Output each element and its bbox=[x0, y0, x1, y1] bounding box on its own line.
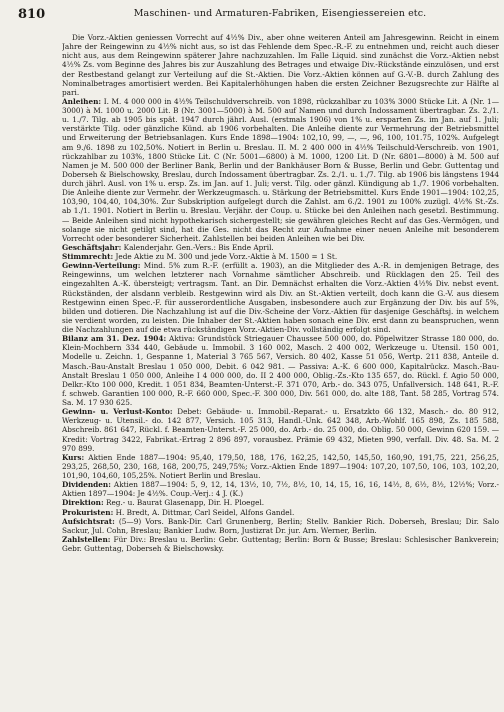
paragraph-dividenden: Dividenden: Aktien 1887—1904: 5, 9, 12, 14, 13½, 10, 7½, 8½, 10, 14, 15, 16, 16, 14½, 8, 6½, 8½, 12½%; Vorz.-Aktien 1897—1904: Je 4½%. Coup.-Verj.: 4 J. (K.) bbox=[62, 480, 499, 499]
paragraph-aufsichtsrat: Aufsichtsrat: (5—9) Vors. Bank-Dir. Carl Grunenberg, Berlin; Stellv. Bankier Rich. Doberseh, Breslau; Dir. Salo Sackur, Jul. Cohn, Breslau; Bankier Ludw. Born, Justizrat Dr. jur. Arn. Werner, Berlin. bbox=[62, 516, 499, 535]
paragraph-stimmrecht: Stimmrecht: Jede Aktie zu M. 300 und jede Vorz.-Aktie à M. 1500 = 1 St. bbox=[62, 252, 338, 261]
page-header bbox=[62, 6, 498, 22]
paragraph-geschaeftsjahr: Geschäftsjahr: Kalenderjahr. Gen.-Vers.: Bis Ende April. bbox=[62, 242, 274, 252]
paragraph-bilanz: Bilanz am 31. Dez. 1904: Aktiva: Grundstück Striegauer Chaussee 500 000, do. Pöpelwitzer Strasse 180 000, do. Klein-Mochbern 334 440, Gebäude u. Immobil. 3 160 002, Masch. 2 400 002, Werkzeuge u. Utensil. 150 001, Modelle u. Zeichn. 1, Gespanne 1, Material 3 765 567, Versich. 80 402, Kasse 51 056, Wertp. 211 838, Anteile d. Masch.-Bau-Anstalt Breslau 1 050 000, Debit. 6 042 981. — Passiva: A.-K. 6 600 000, Kapitalrückz. Masch.-Bau-Anstalt Breslau 1 050 000, Anleihe I 4 000 000, do. II 2 400 000, Oblig.-Zs.-Kto 135 657, do. Rückl. f. Agio 50 000, Delkr.-Kto 100 000, Kredit. 1 051 834, Beamten-Unterst.-F. 371 070, Arb.- do. 343 075, Unfallversich. 148 641, R.-F. f. schweb. Garantien 100 000, R.-F. 660 000, Spec.-F. 300 000, Div. 561 000, do. alte 188, Tant. 58 285, Vortrag 574. Sa. M. 17 930 625. bbox=[62, 334, 499, 407]
page-number: 810 bbox=[18, 7, 46, 22]
paragraph-gewinn-verlust: Gewinn- u. Verlust-Konto: Debet: Gebäude- u. Immobil.-Reparat.- u. Ersatzkto 66 132, Masch.- do. 80 912, Werkzeug- u. Utensil.- do. 142 877, Versich. 105 313, Handl.-Unk. 642 348, Arb.-Wohlf. 165 898, Zs. 185 588, Abschreib. 861 647, Rückl. f. Beamten-Unterst.-F. 25 000, do. Arb.- do. 25 000, do. Oblig. 50 000, Gewinn 620 159. — Kredit: Vortrag 3422, Fabrikat.-Ertrag 2 896 897, vorausbez. Prämie 69 432, Mieten 990, verfall. Div. 48. Sa. M. 2 970 899. bbox=[62, 407, 499, 453]
running-title: Maschinen- und Armaturen-Fabriken, Eisengiessereien etc. bbox=[133, 8, 427, 19]
document-body bbox=[62, 33, 499, 708]
paragraph-prokuristen: Prokuristen: H. Bredt, A. Dittmar, Carl Seidel, Alfons Gandel. bbox=[62, 507, 295, 517]
paragraph-anleihen: Anleihen: I. M. 4 000 000 in 4½% Teilschuldverschreib. von 1898, rückzahlbar zu 103% 3000 Stücke Lit. A (Nr. 1—3000) à M. 1000 u. 2000 Lit. B (Nr. 3001—5000) à M. 500 auf Namen und durch Indossament übertragbar. Zs. 2./1. u. 1./7. Tilg. ab 1905 bis spät. 1947 durch jährl. Ausl. (erstmals 1906) von 1% u. ersparten Zs. im Jan. auf 1. Juli; verstärkte Tilg. oder gänzliche Künd. ab 1906 vorbehalten. Die Anleihe diente zur Vermehrung der Betriebsmittel und Erweiterung der Betriebsanlagen. Kurs Ende 1898—1904: 102,10, 99, —, —, 96, 100, 101.75, 102%. Aufgelegt am 9./6. 1898 zu 102,50%. Notiert in Berlin u. Breslau. II. M. 2 400 000 in 4½% Teilschuld-Verschreib. von 1901, rückzahlbar zu 103%, 1800 Stücke Lit. C (Nr. 5001—6800) à M. 1000, 1200 Lit. D (Nr. 6801—8000) à M. 500 auf Namen je M. 500 000 der Berliner Bank, Berlin und der Bankhäuser Born & Busse, Berlin und Gebr. Guttentag und Doberseh & Bielschowsky, Breslau, durch Indossament übertragbar. Zs. 2./1. u. 1./7. Tilg. ab 1906 bis längstens 1944 durch jährl. Ausl. von 1% u. ersp. Zs. im Jan. auf 1. Juli; verst. Tilg. oder gänzl. Kündigung ab 1./7. 1906 vorbehalten. Die Anleihe diente zur Vermehr. der Werkzeugmasch. u. Stärkung der Betriebsmittel. Kurs Ende 1901—1904: 102,25, 103,90, 104,40, 104,30%. Zur Subskription aufgelegt durch die Zahlst. am 6./2. 1901 zu 100% zuzügl. 4½% St.-Zs. ab 1./1. 1901. Notiert in Berlin u. Breslau. Verjähr. der Coup. u. Stücke bei den Anleihen nach gesetzl. Bestimmung. — Beide Anleihen sind nicht hypothekarisch sichergestellt; sie gewähren gleiches Recht auf das Ges.-Vermögen, und solange sie nicht getilgt sind, hat die Ges. nicht das Recht zur Aufnahme einer neuen Anleihe mit besonderem Vorrecht oder besonderer Sicherheit. Zahlstellen bei beiden Anleihen wie bei Div. bbox=[62, 96, 499, 243]
paragraph-gewinn-verteilung: Gewinn-Verteilung: Mind. 5% zum R.-F. (erfüllt a. 1903), an die Mitglieder des A.-R. in demjenigen Betrage, des Reingewinns, um welchen letzterer nach Vornahme sämtlicher Abschreib. und Rücklagen den 25. Teil des eingezahlten A.-K. übersteigt; vertragsm. Tant. an Dir. Demnächst erhalten die Vorz.-Aktien 4½% Div. nebst event. Rückständen, der alsdann verbleib. Restgewinn wird als Div. an St.-Aktien verteilt, doch kann die G.-V. aus diesem Restgewinn einen Spec.-F. für ausserordentliche Ausgaben, insbesondere auch zur Ergänzung der Div. bis auf 5%, bilden und dotieren. Die Nachzahlung ist auf die Div.-Scheine der Vorz.-Aktien für dasjenige Geschäftsj. in welchem sie verdient worden, zu leisten. Die Inhaber der St.-Aktien haben sonach eine Div. erst dann zu beanspruchen, wenn die Nachzahlungen auf die etwa rückständigen Vorz.-Aktien-Div. vollständig erfolgt sind. bbox=[62, 261, 499, 334]
paragraph-kurs: Kurs: Aktien Ende 1887—1904: 95,40, 179,50, 188, 176, 162,25, 142,50, 145,50, 160,90, 191,75, 221, 256,25, 293,25, 268,50, 230, 168, 168, 200,75, 249,75%; Vorz.-Aktien Ende 1897—1904: 107,20, 107,50, 106, 103, 102,20, 101,90, 104,60, 105,25%. Notiert Berlin und Breslau. bbox=[62, 452, 499, 480]
paragraph-preferred-shares: Die Vorz.-Aktien geniessen Vorrecht auf 4½% Div., aber ohne weiteren Anteil am Jahresgewinn. Reicht in einem Jahre der Reingewinn zu 4½% nicht aus, so ist das Fehlende dem Spec.-R.-F. zu entnehmen und, reicht auch dieser nicht aus, aus dem Reingewinn späterer Jahre nachzuzahlen. Im Falle Liquid. sind zunächst die Vorz.-Aktien nebst 4½% Zs. vom Beginne des Jahres bis zur Auszahlung des Betrages und etwaige Div.-Rückstände einzulösen, und erst der Restbestand gelangt zur Verteilung auf die St.-Aktien. Die Vorz.-Aktien können auf G.-V.-B. durch Zahlung des Nominalbetrages amortisiert werden. Bei Kapitalerhöhungen haben die ersten Zeichner Bezugsrechte zur Hälfte al pari. bbox=[62, 33, 499, 97]
paragraph-zahlstellen: Zahlstellen: Für Div.: Breslau u. Berlin: Gebr. Guttentag; Berlin: Born & Busse; Breslau: Schlesischer Bankverein; Gebr. Guttentag, Doberseh & Bielschowsky. bbox=[62, 534, 499, 553]
paragraph-direktion: Direktion: Reg.- u. Baurat Glasenapp, Dir. H. Ploegel. bbox=[62, 498, 265, 508]
